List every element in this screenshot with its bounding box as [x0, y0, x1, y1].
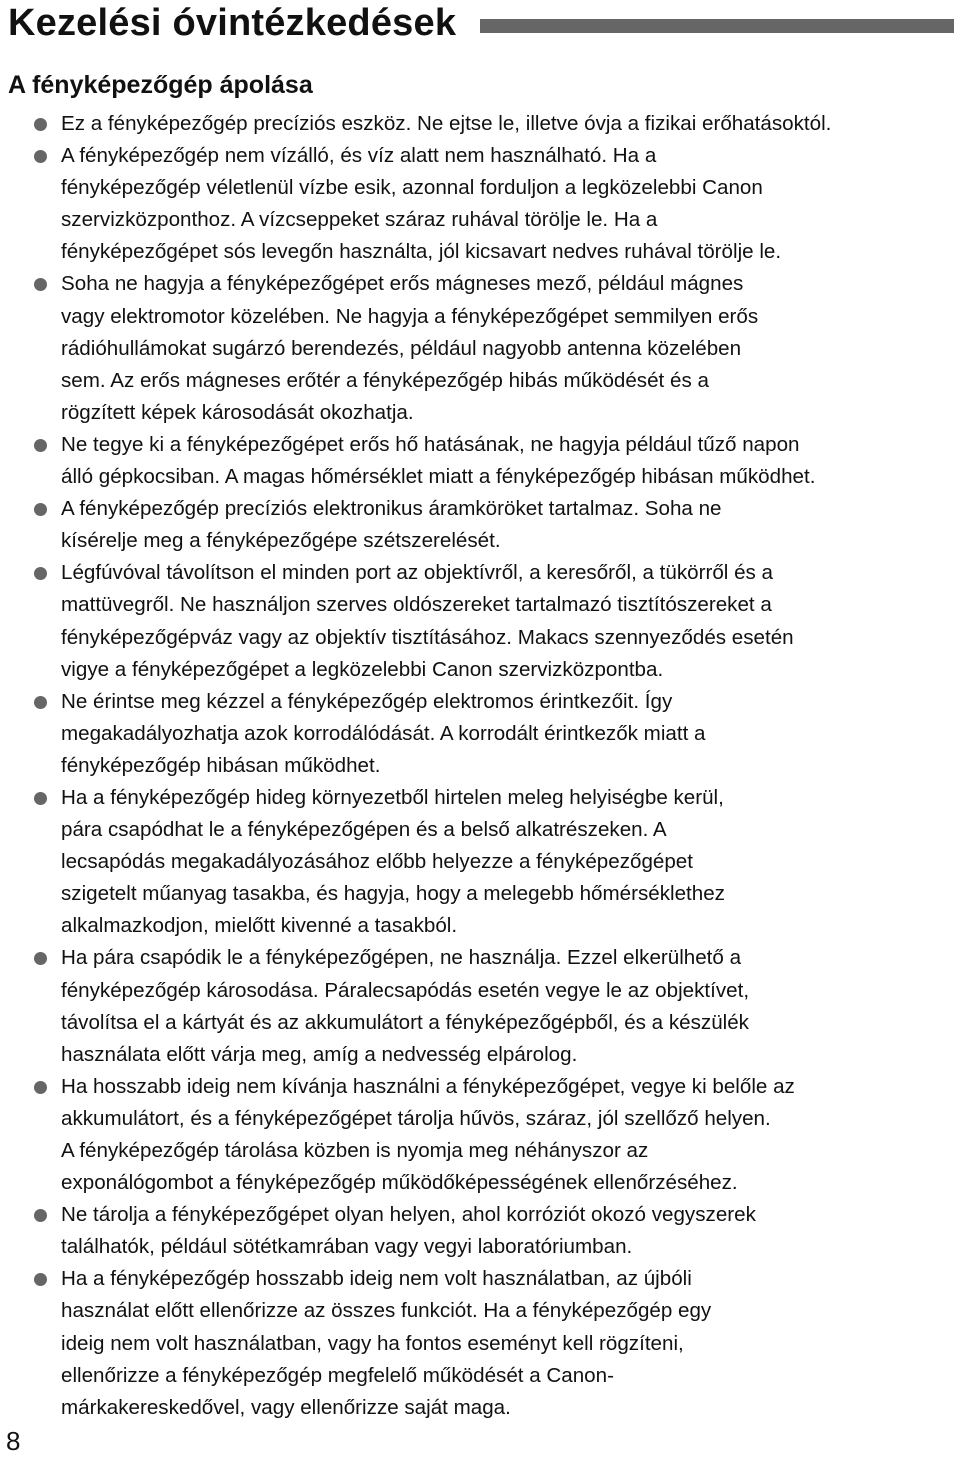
bullet-text-line: Ha a fényképezőgép hosszabb ideig nem volt használatban, az újbóli	[61, 1267, 692, 1291]
bullet-text-line: A fényképezőgép nem vízálló, és víz alatt nem használható. Ha a	[61, 144, 657, 168]
bullet-text-line: mattüvegről. Ne használjon szerves oldószereket tartalmazó tisztítószereket a	[61, 593, 772, 617]
bullet-text	[61, 429, 950, 493]
list-item	[0, 1263, 960, 1423]
bullet-text	[61, 140, 950, 268]
bullet-text-line: szigetelt műanyag tasakba, és hagyja, hogy a melegebb hőmérséklethez	[61, 882, 725, 906]
bullet-text-line: fényképezőgépet sós levegőn használta, jól kicsavart nedves ruhával törölje le.	[61, 240, 782, 264]
bullet-text-line: fényképezőgép hibásan működhet.	[61, 753, 381, 777]
bullet-text-line: exponálógombot a fényképezőgép működőképességének ellenőrzéséhez.	[61, 1171, 738, 1195]
bullet-text	[61, 1263, 950, 1423]
bullet-icon	[34, 118, 47, 131]
list-item	[0, 108, 960, 140]
bullet-text	[61, 493, 950, 557]
page-title: Kezelési óvintézkedések	[8, 2, 457, 44]
bullet-text	[61, 557, 950, 685]
list-item	[0, 782, 960, 942]
bullet-text-line: ellenőrizze a fényképezőgép megfelelő működését a Canon-	[61, 1363, 614, 1387]
bullet-text-line: Ha a fényképezőgép hideg környezetből hirtelen meleg helyiségbe kerül,	[61, 785, 724, 809]
bullet-text-line: rádióhullámokat sugárzó berendezés, például nagyobb antenna közelében	[61, 336, 742, 360]
bullet-text-line: Ne tegye ki a fényképezőgépet erős hő hatásának, ne hagyja például tűző napon	[61, 432, 800, 456]
bullet-text-line: márkakereskedővel, vagy ellenőrizze saját maga.	[61, 1395, 511, 1419]
bullet-text	[61, 782, 950, 942]
bullet-text-line: megakadályozhatja azok korrodálódását. A korrodált érintkezők miatt a	[61, 721, 706, 745]
page-number: 8	[6, 1426, 21, 1456]
bullet-text-line: Soha ne hagyja a fényképezőgépet erős mágneses mező, például mágnes	[61, 272, 744, 296]
list-item	[0, 429, 960, 493]
bullet-text-line: A fényképezőgép tárolása közben is nyomja meg néhányszor az	[61, 1139, 649, 1162]
bullet-text	[61, 1071, 950, 1199]
bullet-text-line: vagy elektromotor közelében. Ne hagyja a fényképezőgépet semmilyen erős	[61, 304, 759, 328]
list-item	[0, 942, 960, 1070]
bullet-icon	[34, 278, 47, 291]
bullet-text-line: kísérelje meg a fényképezőgépe szétszerelését.	[61, 529, 501, 553]
bullet-icon	[34, 1273, 47, 1286]
list-item	[0, 268, 960, 428]
list-item	[0, 686, 960, 782]
bullet-icon	[34, 567, 47, 580]
bullet-icon	[34, 792, 47, 805]
bullet-text	[61, 268, 950, 428]
section-heading: A fényképezőgép ápolása	[8, 71, 313, 99]
bullet-text	[61, 942, 950, 1070]
bullet-text-line: Légfúvóval távolítson el minden port az objektívről, a keresőről, a tükörről és a	[61, 561, 774, 585]
bullet-text-line: Ez a fényképezőgép precíziós eszköz. Ne ejtse le, illetve óvja a fizikai erőhatásoktól.	[61, 112, 832, 135]
bullet-text-line: álló gépkocsiban. A magas hőmérséklet miatt a fényképezőgép hibásan működhet.	[61, 465, 816, 489]
list-item	[0, 140, 960, 268]
list-item	[0, 1071, 960, 1199]
precautions-list	[0, 108, 960, 1424]
list-item	[0, 557, 960, 685]
bullet-text	[61, 686, 950, 782]
bullet-text	[61, 108, 950, 140]
bullet-text-line: fényképezőgép károsodása. Páralecsapódás esetén vegye le az objektívet,	[61, 978, 750, 1002]
bullet-text-line: távolítsa el a kártyát és az akkumulátort a fényképezőgépből, és a készülék	[61, 1010, 749, 1034]
bullet-text-line: használata előtt várja meg, amíg a nedvesség elpárolog.	[61, 1042, 578, 1066]
bullet-text-line: vigye a fényképezőgépet a legközelebbi Canon szervizközpontba.	[61, 657, 664, 681]
bullet-text-line: találhatók, például sötétkamrában vagy vegyi laboratóriumban.	[61, 1235, 633, 1259]
bullet-text-line: Ha hosszabb ideig nem kívánja használni a fényképezőgépet, vegye ki belőle az	[61, 1074, 795, 1098]
bullet-text-line: Ne érintse meg kézzel a fényképezőgép elektromos érintkezőit. Így	[61, 689, 673, 713]
bullet-text-line: sem. Az erős mágneses erőtér a fényképezőgép hibás működését és a	[61, 368, 709, 392]
list-item	[0, 1199, 960, 1263]
bullet-icon	[34, 1209, 47, 1222]
bullet-text-line: A fényképezőgép precíziós elektronikus áramköröket tartalmaz. Soha ne	[61, 497, 722, 521]
bullet-text-line: ideig nem volt használatban, vagy ha fontos eseményt kell rögzíteni,	[61, 1331, 684, 1355]
bullet-text-line: használat előtt ellenőrizze az összes funkciót. Ha a fényképezőgép egy	[61, 1299, 712, 1323]
bullet-text-line: szervizközponthoz. A vízcseppeket száraz ruhával törölje le. Ha a	[61, 208, 658, 232]
bullet-icon	[34, 952, 47, 965]
page-header	[8, 0, 954, 46]
bullet-icon	[34, 503, 47, 516]
bullet-text-line: fényképezőgépváz vagy az objektív tisztításához. Makacs szennyeződés esetén	[61, 625, 794, 649]
bullet-text-line: Ne tárolja a fényképezőgépet olyan helyen, ahol korróziót okozó vegyszerek	[61, 1203, 756, 1227]
bullet-icon	[34, 150, 47, 163]
bullet-text-line: akkumulátort, és a fényképezőgépet tárolja hűvös, száraz, jól szellőző helyen.	[61, 1106, 771, 1130]
list-item	[0, 493, 960, 557]
bullet-text	[61, 1199, 950, 1263]
bullet-icon	[34, 696, 47, 709]
bullet-icon	[34, 1081, 47, 1094]
bullet-text-line: pára csapódhat le a fényképezőgépen és a belső alkatrészeken. A	[61, 818, 667, 842]
bullet-text-line: Ha pára csapódik le a fényképezőgépen, ne használja. Ezzel elkerülhető a	[61, 946, 742, 970]
bullet-text-line: alkalmazkodjon, mielőtt kivenné a tasakból.	[61, 914, 458, 938]
title-rule-bar	[480, 19, 954, 33]
bullet-text-line: rögzített képek károsodását okozhatja.	[61, 400, 414, 424]
bullet-text-line: lecsapódás megakadályozásához előbb helyezze a fényképezőgépet	[61, 850, 693, 874]
bullet-text-line: fényképezőgép véletlenül vízbe esik, azonnal forduljon a legközelebbi Canon	[61, 176, 763, 200]
bullet-icon	[34, 439, 47, 452]
